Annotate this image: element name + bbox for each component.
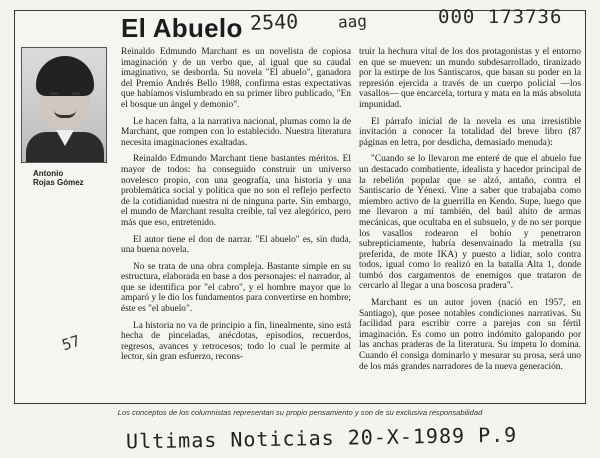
caption-line-1: Antonio bbox=[33, 169, 64, 178]
handwritten-number: 2540 bbox=[249, 9, 299, 35]
photo-eye-right bbox=[72, 92, 80, 95]
disclaimer-footnote: Los conceptos de los columnistas representan su propio pensamiento y son de su exclusiva responsabilidad bbox=[117, 408, 483, 417]
paragraph: La historia no va de principio a fin, linealmente, sino está hecha de pinceladas, anécdotas, episodios, recuerdos, regresos, avances y retrocesos; todo lo cual le permite al lector, sin gran esfuerzo, recons- bbox=[121, 320, 351, 363]
paragraph: No se trata de una obra compleja. Bastante simple en su estructura, elaborada en base a dos personajes: el narrador, al que se identifica por "el cabro", y el hombre mayor que lo amparó y le dio los fundamentos para convertirse en hombre; éste es "el abuelo". bbox=[121, 261, 351, 315]
photo-hair bbox=[36, 56, 94, 96]
paragraph: Le hacen falta, a la narrativa nacional, plumas como la de Marchant, que rompen con lo establecido. Nuestra literatura necesita imaginaciones exaltadas. bbox=[121, 116, 351, 148]
paragraph: Reinaldo Edmundo Marchant tiene bastantes méritos. El mayor de todos: ha conseguido construir un universo novelesco propio, con una geografía, una historia y una problemática social y política que no son el reflejo perfecto de la cotidianidad nuestra ni de ninguna parte. Sin embargo, el mundo de Marchant resulta creíble, tal vez alegórico, pero más que eso, entretenido. bbox=[121, 154, 351, 228]
paragraph: truir la hechura vital de los dos protagonistas y el entorno en que se mueven: un mundo subdesarrollado, tiranizado por la estirpe de los Santiscaros, que basan su poder en la represión ejercida a través de un cuerpo policial —los vasallos— que encarcela, tortura y mata en la más absoluta impunidad. bbox=[359, 47, 581, 110]
handwritten-id: 000 173736 bbox=[438, 6, 563, 28]
article-frame bbox=[14, 10, 586, 404]
handwritten-source: Ultimas Noticias 20-X-1989 P.9 bbox=[125, 422, 518, 454]
photo-caption bbox=[33, 169, 105, 187]
photo-eye-left bbox=[50, 92, 58, 95]
margin-mark: 57 bbox=[59, 331, 83, 355]
paragraph: El autor tiene el don de narrar. "El abuelo" es, sin duda, una buena novela. bbox=[121, 234, 351, 256]
article-title: El Abuelo bbox=[121, 13, 243, 43]
column-left bbox=[121, 47, 351, 369]
paragraph: El párrafo inicial de la novela es una irresistible invitación a conocer la totalidad del breve libro (87 páginas en letra, por desdicha, demasiado menuda): bbox=[359, 116, 581, 148]
paragraph: Marchant es un autor joven (nació en 1957, en Santiago), que posee notables condiciones narrativas. Su facilidad para escribir corre a parejas con su fértil imaginación. Es como un potro indómito galopando por las anchas praderas de la literatura. Su ímpetu lo domina. Cuando él consiga dominarlo y mesurar su prosa, será uno de los más grandes narradores de la nueva generación. bbox=[359, 298, 581, 372]
author-photo bbox=[21, 47, 107, 163]
paragraph: "Cuando se lo llevaron me enteré de que el abuelo fue un destacado combatiente, idealista y hacedor principal de la rebelión popular que se alzó, antaño, contra el Santiscario de Yénexi. Vine a saber que trabajaba como miembro activo de la guerrilla en Kendo. Supe, luego que me llevaron a mí también, del baúl ahíto de armas mecánicas, que ocultaba en el subsuelo, y de no ser porque los vasallos rodearon el bohío y penetraron subrepticiamente, habría desenvainado la metralla (su preferida, de mote IKA) y puesto a lidiar, solo contra todos, igual como lo realizó en la batalla Alta 1, donde tumbó dos cargamentos de enemigos que trataron de cercarlo al llegar a una boscosa pradera". bbox=[359, 154, 581, 292]
caption-line-2: Rojas Gómez bbox=[33, 178, 84, 187]
column-right bbox=[359, 47, 581, 378]
handwritten-code: aag bbox=[337, 11, 368, 32]
paragraph: Reinaldo Edmundo Marchant es un novelista de copiosa imaginación y de un verbo que, al igual que su caudal imaginativo, se desborda. Su novela "El abuelo", ganadora del Premio Andrés Bello 1988, confirma estas expectativas que habíamos vislumbrado en su primer libro publicado, "En el bosque un ángel y demonio". bbox=[121, 47, 351, 110]
